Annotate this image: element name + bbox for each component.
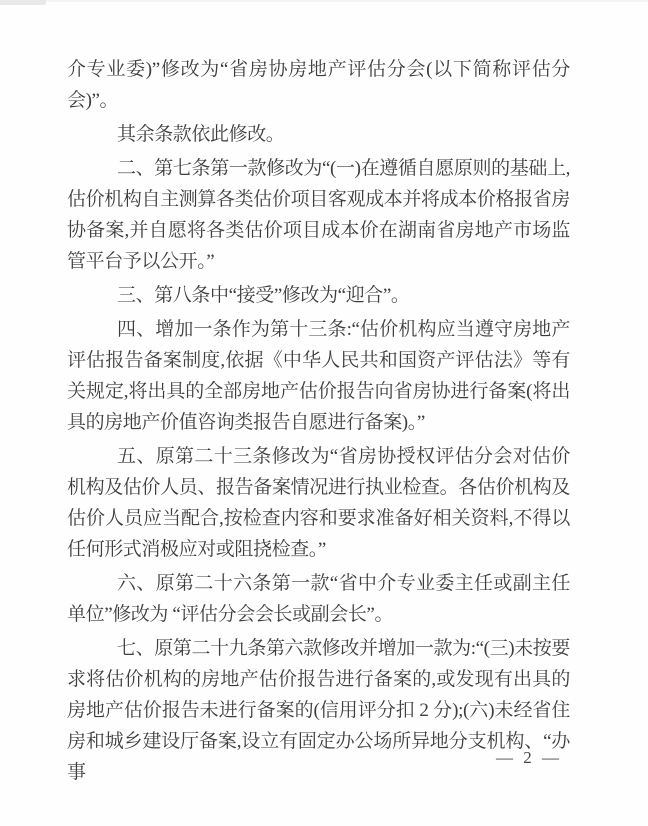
paragraph: 三、第八条中“接受”修改为“迎合”。 [117,285,410,306]
scan-top-edge [0,0,648,2]
document-body [67,54,570,788]
scan-corner-artifact [0,0,46,5]
paragraph: 五、原第二十三条修改为“省房协授权评估分会对估价机构及估价人员、报告备案情况进行执业检查。各估价机构及估价人员应当配合,按检查内容和要求准备好相关资料,不得以任何形式消极应对或阻挠检查。” [67,446,570,560]
paragraph: 四、增加一条作为第十三条:“估价机构应当遵守房地产评估报告备案制度,依据《中华人民共和国资产评估法》等有关规定,将出具的全部房地产估价报告向省房协进行备案(将出具的房地产价值咨询类报告自愿进行备案)。” [67,319,570,433]
paragraph: 二、第七条第一款修改为“(一)在遵循自愿原则的基础上,估价机构自主测算各类估价项目客观成本并将成本价格报省房协备案,并自愿将各类估价项目成本价在湖南省房地产市场监管平台予以公开。” [67,158,570,272]
paragraph: 七、原第二十九条第六款修改并增加一款为:“(三)未按要求将估价机构的房地产估价报告进行备案的,或发现有出具的房地产估价报告未进行备案的(信用评分扣 2 分);(六)未经省住房和城乡建设厅备案,设立有固定办公场所异地分支机构、“办事 [67,638,570,783]
paragraph: 其余条款依此修改。 [117,124,285,145]
paragraph: 介专业委)”修改为“省房协房地产评估分会(以下简称评估分会)”。 [67,59,570,111]
page-number: — 2 — [496,748,562,767]
paragraph: 六、原第二十六条第一款“省中介专业委主任或副主任单位”修改为 “评估分会会长或副会长”。 [67,573,570,625]
